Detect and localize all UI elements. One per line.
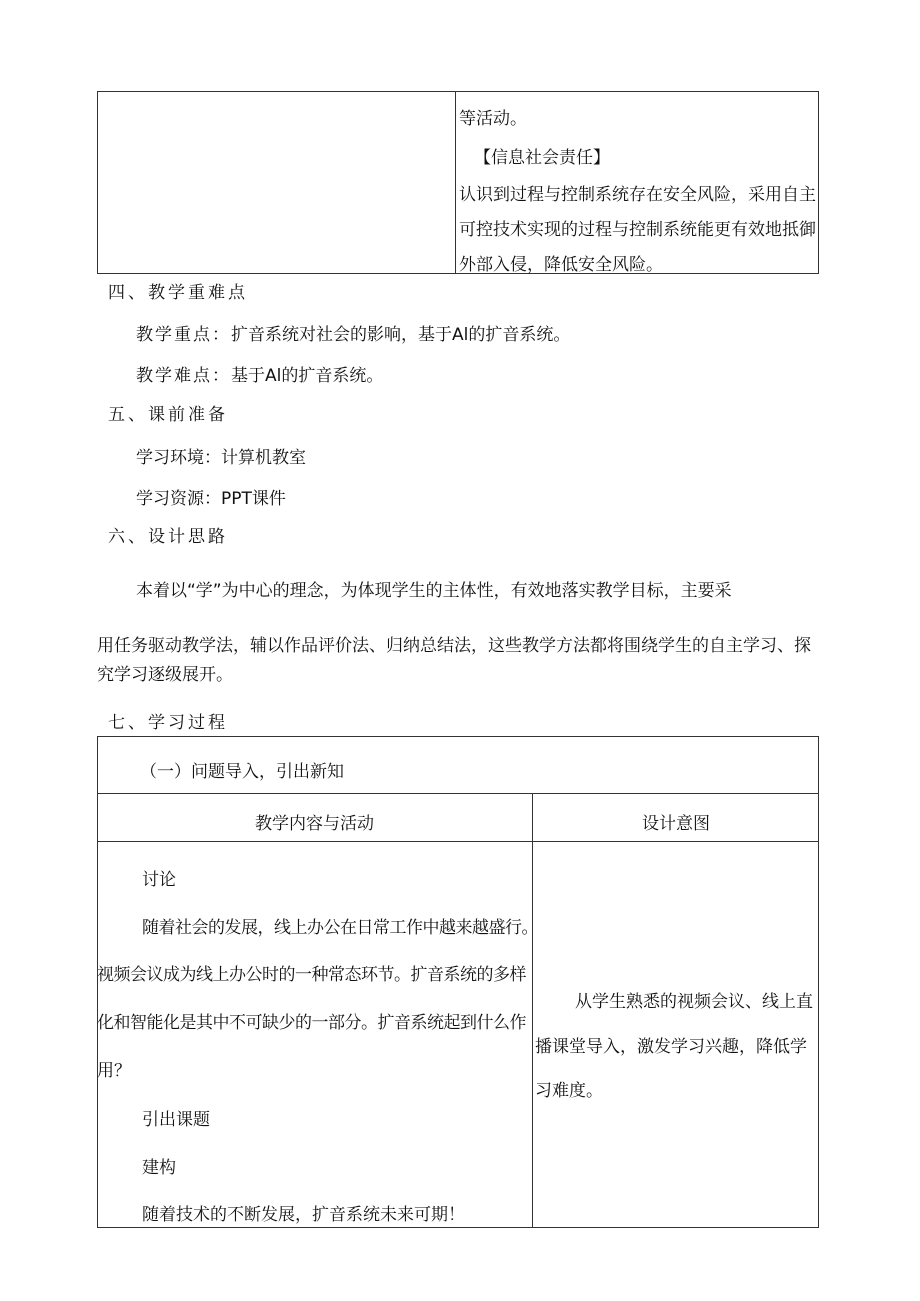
design-paragraph-line: 本着以“学”为中心的理念，为体现学生的主体性，有效地落实教学目标，主要采 <box>136 581 732 601</box>
top-table-border-top <box>97 91 819 92</box>
content-line: 建构 <box>142 1158 176 1178</box>
design-paragraph-line: 究学习逐级展开。 <box>97 665 233 685</box>
difficult-points-label: 教学难点： <box>136 366 231 386</box>
learning-environment: 学习环境：计算机教室 <box>136 448 306 468</box>
process-table-row-divider <box>97 793 819 794</box>
intent-line: 习难度。 <box>535 1081 603 1101</box>
process-table-title: （一）问题导入，引出新知 <box>140 762 344 782</box>
section-heading: 七、学习过程 <box>108 713 228 733</box>
intent-line: 播课堂导入，激发学习兴趣，降低学 <box>535 1037 807 1057</box>
key-points-text: 扩音系统对社会的影响，基于Al的扩音系统。 <box>231 325 571 345</box>
section-heading: 六、设计思路 <box>108 527 228 547</box>
content-line: 随着技术的不断发展，扩音系统未来可期！ <box>142 1205 465 1225</box>
intent-line: 从学生熟悉的视频会议、线上直 <box>575 992 813 1012</box>
content-line: 化和智能化是其中不可缺少的一部分。扩音系统起到什么作 <box>97 1013 526 1033</box>
col-header-content: 教学内容与活动 <box>255 814 374 834</box>
top-table-line: 【信息社会责任】 <box>474 148 610 168</box>
top-table-border-right <box>818 91 819 274</box>
top-table-divider <box>455 91 456 274</box>
design-paragraph-line: 用任务驱动教学法，辅以作品评价法、归纳总结法，这些教学方法都将围绕学生的自主学习、探 <box>97 636 811 656</box>
section-heading: 五、课前准备 <box>108 405 228 425</box>
top-table-line: 认识到过程与控制系统存在安全风险，采用自主 <box>459 185 816 205</box>
top-table-line: 可控技术实现的过程与控制系统能更有效地抵御 <box>459 220 816 240</box>
learning-resource: 学习资源：PPT课件 <box>136 489 286 509</box>
top-table-border-left <box>97 91 98 274</box>
key-points <box>136 320 570 345</box>
section-heading: 四、教学重难点 <box>108 283 248 303</box>
top-table-line: 外部入侵，降低安全风险。 <box>459 255 663 275</box>
difficult-points-text: 基于Al的扩音系统。 <box>231 366 384 386</box>
content-line: 用？ <box>97 1061 131 1081</box>
process-table-border-right <box>818 736 819 1228</box>
process-table-col-divider <box>532 793 533 1228</box>
content-line: 随着社会的发展，线上办公在日常工作中越来越盛行。 <box>142 918 538 938</box>
content-line: 视频会议成为线上办公时的一种常态环节。扩音系统的多样 <box>97 965 526 985</box>
content-line: 引出课题 <box>142 1110 210 1130</box>
difficult-points <box>136 361 383 386</box>
col-header-intent: 设计意图 <box>642 814 710 834</box>
key-points-label: 教学重点： <box>136 325 231 345</box>
process-table-border-bottom <box>97 1227 819 1228</box>
content-line: 讨论 <box>142 870 176 890</box>
process-table-row-divider <box>97 841 819 842</box>
top-table-line: 等活动。 <box>459 109 527 129</box>
top-table-border-bottom <box>97 273 819 274</box>
process-table-border-top <box>97 736 819 737</box>
